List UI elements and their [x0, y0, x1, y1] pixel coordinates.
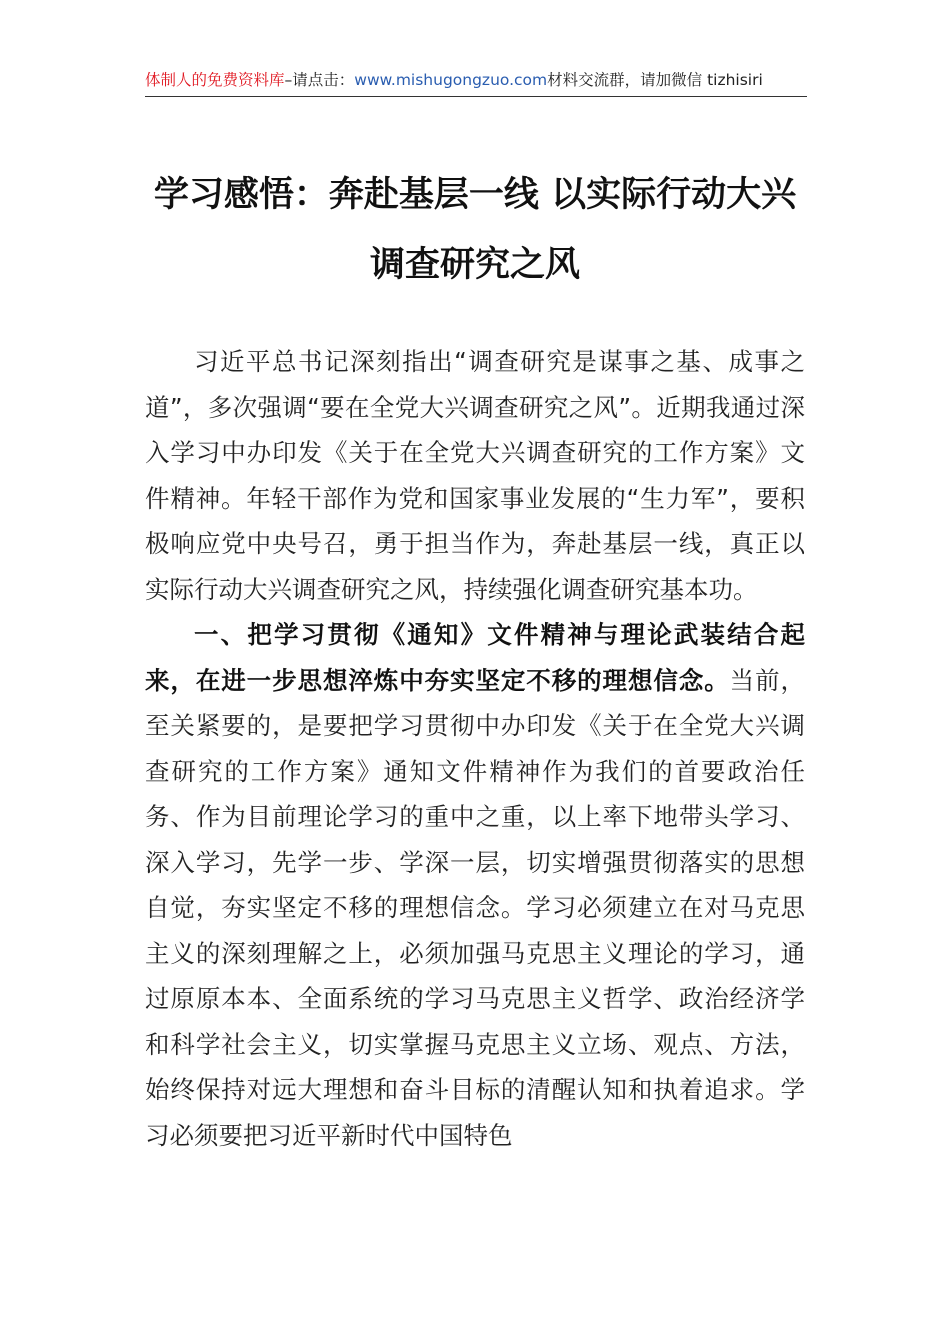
document-title: [120, 160, 830, 300]
section-1-heading: 一、把学习贯彻《通知》文件精神与理论武装结合起来，在进一步思想淬炼中夯实坚定不移的理想信念。: [145, 620, 805, 695]
document-body: [145, 339, 805, 1158]
header-tail-text: 材料交流群，请加微信 tizhisiri: [547, 71, 763, 89]
title-line-1: 学习感悟：奔赴基层一线 以实际行动大兴: [153, 174, 797, 215]
header-brand: 体制人的免费资料库: [145, 71, 285, 89]
paragraph-intro: 习近平总书记深刻指出“调查研究是谋事之基、成事之道”，多次强调“要在全党大兴调查研究之风”。近期我通过深入学习中办印发《关于在全党大兴调查研究的工作方案》文件精神。年轻干部作为党和国家事业发展的“生力军”，要积极响应党中央号召，勇于担当作为，奔赴基层一线，真正以实际行动大兴调查研究之风，持续强化调查研究基本功。: [145, 347, 805, 604]
paragraph-section-1: [145, 612, 805, 1158]
title-line-2: 调查研究之风: [369, 244, 580, 285]
header-url-link[interactable]: www.mishugongzuo.com: [354, 71, 548, 89]
page-header: [145, 66, 807, 97]
section-1-body: 当前，至关紧要的，是要把学习贯彻中办印发《关于在全党大兴调查研究的工作方案》通知文件精神作为我们的首要政治任务、作为目前理论学习的重中之重，以上率下地带头学习、深入学习，先学一步、学深一层，切实增强贯彻落实的思想自觉，夯实坚定不移的理想信念。学习必须建立在对马克思主义的深刻理解之上，必须加强马克思主义理论的学习，通过原原本本、全面系统的学习马克思主义哲学、政治经济学和科学社会主义，切实掌握马克思主义立场、观点、方法，始终保持对远大理想和奋斗目标的清醒认知和执着追求。学习必须要把习近平新时代中国特色: [145, 665, 806, 1150]
header-separator: –请点击：: [284, 71, 355, 89]
